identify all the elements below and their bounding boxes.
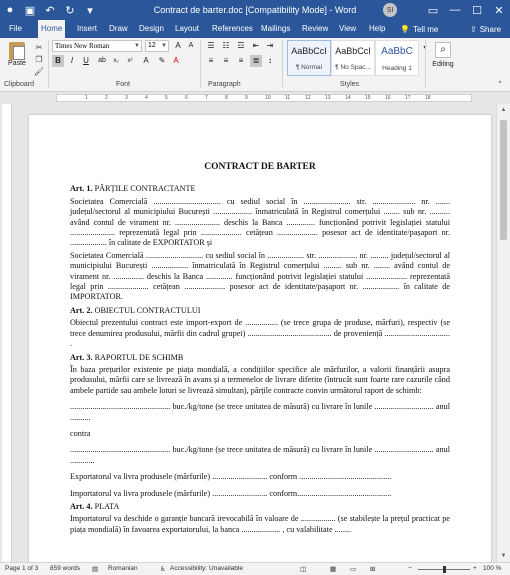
italic-button[interactable]: I	[70, 56, 74, 65]
print-layout-icon[interactable]: ▭	[350, 566, 357, 573]
font-size-value: 12	[148, 42, 156, 49]
share-icon: ⇪	[470, 24, 477, 34]
focus-icon[interactable]: ◫	[300, 566, 307, 573]
tab-review[interactable]: Review	[302, 24, 329, 33]
accessibility-icon[interactable]: ♿	[160, 566, 166, 573]
document-title: CONTRACT DE BARTER	[204, 162, 316, 172]
ruler-tick-label: 1	[85, 95, 88, 101]
ruler-tick-label: 9	[245, 95, 248, 101]
heading-number: Art. 3.	[70, 352, 93, 362]
paragraph: Societatea Comercială ................................. cu sediul social în ....................... str. ..................... nr. ....... județul/sectorul al municipiului București ................... înmatriculată în Registrul comerțului ........ sub nr. .......... având contul de virament nr. ...................... deschis la Banca .............. funcționând potrivit legislației statului ...................... reprezentată legal prin .................... cetățean .................... posesor act de identitate/pașaport nr. .................. în calitate de EXPORTATOR și	[70, 196, 450, 248]
paragraph: Exportatorul va livra produsele (mărfurile) ........................... conform .............................................	[70, 472, 392, 482]
align-center-icon[interactable]: ≡	[223, 56, 229, 65]
ribbon-display-icon[interactable]: ▭	[427, 4, 439, 17]
autosave-icon[interactable]: ●	[6, 4, 14, 16]
paragraph: Importatorul va livra produsele (mărfurile) ........................... conform..............................................	[70, 488, 392, 498]
zoom-out-icon[interactable]: −	[408, 565, 412, 572]
group-styles: Styles	[340, 81, 360, 88]
tab-mailings[interactable]: Mailings	[261, 24, 291, 33]
read-mode-icon[interactable]: ▦	[330, 566, 337, 573]
tab-draw[interactable]: Draw	[109, 24, 128, 33]
editing-label: Editing	[432, 61, 454, 68]
bold-button[interactable]: B	[52, 55, 64, 67]
search-icon: ⌕	[435, 42, 451, 58]
heading-number: Art. 1.	[70, 184, 93, 194]
clipboard-icon	[9, 42, 25, 60]
style-name: Heading 1	[382, 65, 412, 72]
vertical-scrollbar[interactable]	[496, 104, 510, 562]
ribbon-tabs	[0, 20, 510, 38]
vertical-ruler	[2, 104, 12, 562]
zoom-slider-thumb[interactable]	[443, 566, 446, 573]
redo-icon[interactable]: ↻	[65, 4, 75, 17]
avatar[interactable]: SI	[383, 3, 397, 17]
tab-view[interactable]: View	[339, 24, 357, 33]
editing-button[interactable]	[428, 40, 458, 76]
tab-home[interactable]: Home	[38, 20, 65, 38]
zoom-in-icon[interactable]: +	[473, 565, 477, 572]
language[interactable]: Romanian	[108, 565, 138, 572]
heading-text: RAPORTUL DE SCHIMB	[92, 352, 184, 362]
style-heading-1[interactable]	[375, 40, 419, 76]
format-painter-icon[interactable]: 🖌	[33, 66, 45, 76]
heading-text: PLATA	[92, 501, 120, 511]
font-size-select[interactable]	[145, 40, 169, 52]
accessibility-status[interactable]: Accessibility: Unavailable	[170, 565, 243, 572]
ruler-tick-label: 10	[265, 95, 271, 101]
scroll-up-icon[interactable]: ▲	[500, 107, 507, 113]
section-heading	[70, 306, 450, 316]
ruler-tick-label: 14	[345, 95, 351, 101]
paragraph: ................................................. buc./kg/tone (se trece unitatea de măsură) cu livrare în lunile ............................. anul ..........	[70, 402, 450, 422]
collapse-ribbon-icon[interactable]: ^	[498, 81, 502, 87]
ruler-tick-label: 16	[385, 95, 391, 101]
font-name-select[interactable]	[52, 40, 142, 52]
close-icon[interactable]: ✕	[494, 4, 504, 17]
ruler-tick-label: 18	[425, 95, 431, 101]
document-page[interactable]	[29, 115, 491, 562]
scroll-down-icon[interactable]: ▼	[500, 553, 507, 559]
tab-file[interactable]: File	[9, 24, 22, 33]
tell-me-label: Tell me	[412, 24, 439, 34]
paragraph: Societatea Comercială ............................ cu sediul social în .................. str. ................... nr. ......... județul/sectorul al municipiului București .................. înmatriculată în Registrul comerțului ......... sub nr. ........ având contul de virament nr. ............... deschis la Banca ............. funcționând potrivit legislației statului .................... reprezentată legal prin .................... cetățean .................... posesor act de identitate/pașaport nr. .................. în calitate de IMPORTATOR.	[70, 250, 450, 302]
cut-icon[interactable]: ✂	[35, 42, 43, 52]
page-count[interactable]: Page 1 of 3	[5, 565, 39, 572]
bullets-icon[interactable]: ☰	[207, 41, 215, 50]
style-name: ¶ Normal	[295, 64, 323, 71]
title-bar	[0, 0, 510, 20]
save-icon[interactable]: ▣	[24, 4, 36, 17]
scrollbar-thumb[interactable]	[500, 120, 507, 240]
ribbon-group-labels	[0, 80, 510, 91]
share-label: Share	[479, 24, 502, 34]
paragraph: ................................................. buc./kg/tone (se trece unitatea de măsură) cu livrare în lunile ............................. anul ............	[70, 445, 450, 465]
paragraph: Importatorul va deschide o garanție bancară irevocabilă în valoare de ................. (se stabilește la prețul practicat pe piața mondială) în favoarea exportatorului, la banca ................... , cu valabilitate ........	[70, 514, 450, 534]
proofing-icon[interactable]: ▤	[92, 566, 99, 573]
style-sample: AaBbCcI	[335, 46, 371, 56]
decrease-indent-icon[interactable]: ⇤	[252, 41, 260, 50]
font-name-value: Times New Roman	[55, 42, 110, 50]
lightbulb-icon: 💡	[400, 24, 410, 34]
underline-button[interactable]: U	[83, 56, 89, 65]
group-clipboard: Clipboard	[4, 81, 34, 88]
ruler-tick-label: 6	[185, 95, 188, 101]
undo-icon[interactable]: ↶	[45, 4, 55, 17]
align-left-icon[interactable]: ≡	[208, 56, 214, 65]
align-right-icon[interactable]: ≡	[238, 56, 244, 65]
highlight-icon[interactable]: ✎	[158, 56, 166, 65]
style-no-spacing[interactable]	[331, 40, 375, 76]
line-spacing-icon[interactable]: ↕	[268, 56, 272, 65]
text-effects-icon[interactable]: A	[143, 56, 149, 65]
customize-toolbar-icon[interactable]: ▾	[87, 4, 93, 17]
superscript-button[interactable]: x²	[127, 58, 133, 64]
subscript-button[interactable]: x₂	[113, 58, 119, 64]
ruler-tick-label: 7	[205, 95, 208, 101]
document-area	[0, 104, 510, 562]
window-title: Contract de barter.doc [Compatibility Mode] - Word	[153, 5, 357, 15]
heading-number: Art. 4.	[70, 501, 93, 511]
font-color-icon[interactable]: A	[173, 56, 179, 65]
tell-me-search[interactable]	[400, 20, 438, 38]
copy-icon[interactable]: ❐	[35, 54, 43, 64]
section-heading	[70, 353, 450, 363]
tab-layout[interactable]: Layout	[175, 24, 200, 33]
paragraph: În baza prețurilor existente pe piața mondială, a condițiilor specifice ale mărfurilor, a valorii finanțării asupra produsului, mărfii care se livrează în avans și a termenelor de livrare diferite (întrucât sunt foarte rare cazurile când ambele partide sau ambele loturi se livrează simultan), părțile contracte convin următorul raport de schimb:	[70, 364, 450, 395]
tab-help[interactable]: Help	[369, 24, 386, 33]
heading-text: OBIECTUL CONTRACTULUI	[92, 305, 201, 315]
style-sample: AaBbCcI	[291, 46, 327, 56]
grow-font-icon[interactable]: A	[175, 41, 181, 50]
minimize-icon[interactable]: —	[449, 4, 461, 16]
numbering-icon[interactable]: ☷	[222, 41, 230, 50]
web-layout-icon[interactable]: ⊞	[370, 566, 376, 573]
ruler-tick-label: 8	[225, 95, 228, 101]
status-bar	[0, 562, 510, 575]
zoom-level[interactable]: 100 %	[483, 565, 502, 572]
paragraph: contra	[70, 428, 91, 438]
tab-insert[interactable]: Insert	[77, 24, 98, 33]
horizontal-ruler[interactable]	[0, 92, 510, 104]
ruler-tick-label: 3	[125, 95, 128, 101]
strikethrough-button[interactable]: ab	[98, 57, 106, 64]
justify-icon[interactable]: ≣	[250, 55, 262, 67]
shrink-font-icon[interactable]: A	[188, 42, 194, 49]
heading-number: Art. 2.	[70, 305, 93, 315]
ruler-tick-label: 17	[405, 95, 411, 101]
ruler-tick-label: 13	[325, 95, 331, 101]
ruler-tick-label: 2	[105, 95, 108, 101]
ruler-tick-label: 15	[365, 95, 371, 101]
paste-label: Paste	[8, 60, 26, 67]
increase-indent-icon[interactable]: ⇥	[266, 41, 274, 50]
section-heading	[70, 184, 450, 194]
ruler-tick-label: 12	[305, 95, 311, 101]
section-heading	[70, 502, 450, 512]
style-sample: AaBbC	[381, 46, 413, 57]
word-count[interactable]: 859 words	[50, 565, 80, 572]
tab-design[interactable]: Design	[139, 24, 164, 33]
document-body	[70, 162, 450, 537]
tab-references[interactable]: References	[212, 24, 253, 33]
group-paragraph: Paragraph	[208, 81, 241, 88]
ruler-tick-label: 5	[165, 95, 168, 101]
chevron-down-icon: ▼	[161, 43, 167, 49]
style-name: ¶ No Spac...	[335, 64, 371, 71]
paste-button[interactable]	[4, 40, 30, 74]
style-normal[interactable]	[287, 40, 331, 76]
maximize-icon[interactable]: ☐	[472, 4, 482, 17]
heading-text: PĂRȚILE CONTRACTANTE	[92, 184, 196, 194]
group-font: Font	[116, 81, 131, 88]
ruler-tick-label: 4	[145, 95, 148, 101]
multilevel-list-icon[interactable]: ☲	[237, 41, 245, 50]
share-button[interactable]	[470, 20, 501, 38]
ruler-track	[56, 94, 472, 102]
paragraph: Obiectul prezentului contract este import-export de ................ (se trece grupa de produse, mărfuri), respectiv (se trece denumirea produsului, mărfii din cadrul grupei) ......................................... de proveniență ................................ .	[70, 318, 450, 349]
ruler-tick-label: 11	[285, 95, 291, 101]
chevron-down-icon: ▼	[134, 43, 140, 49]
